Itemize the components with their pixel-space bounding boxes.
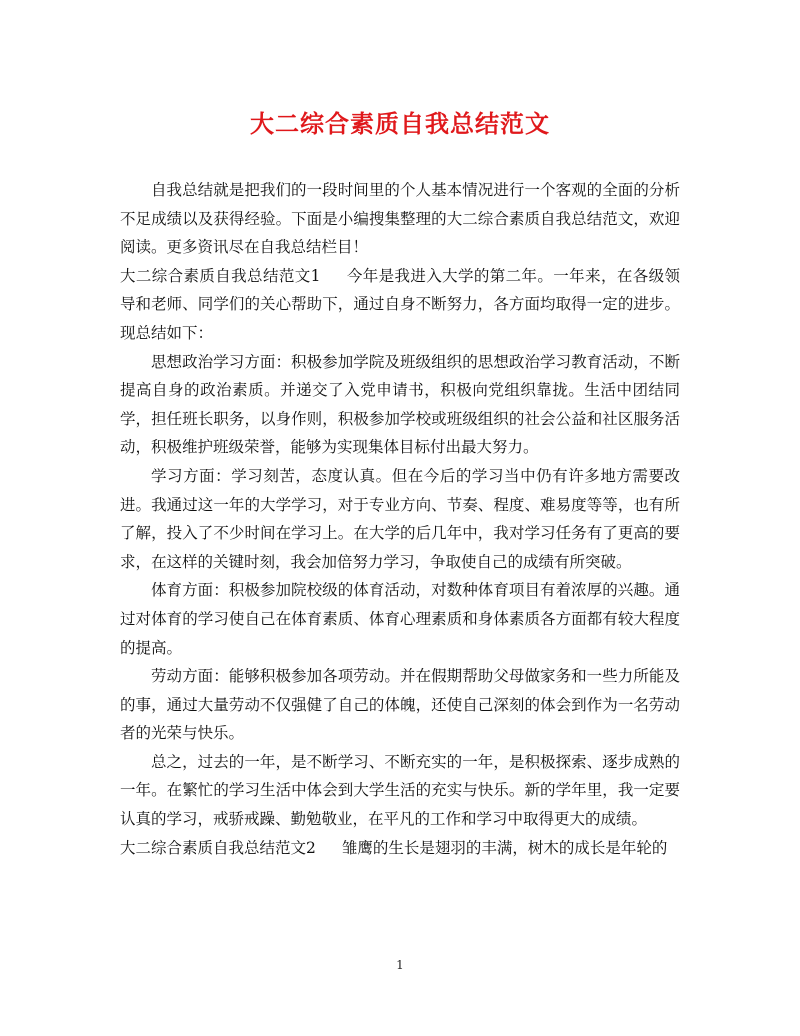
document-body — [120, 176, 680, 862]
section1-heading: 大二综合素质自我总结范文1 — [120, 266, 321, 285]
labor-paragraph: 劳动方面：能够积极参加各项劳动。并在假期帮助父母做家务和一些力所能及的事，通过大量劳动不仅强健了自己的体魄，还使自己深刻的体会到作为一名劳动者的光荣与快乐。 — [120, 667, 680, 743]
section1-lead: 今年是我进入大学的第二年。一年来，在各级领导和老师、同学们的关心帮助下，通过自身不断努力，各方面均取得一定的进步。现总结如下： — [120, 266, 680, 342]
section2-heading: 大二综合素质自我总结范文2 — [120, 838, 316, 857]
document-title: 大二综合素质自我总结范文 — [250, 109, 550, 138]
intro-paragraph: 自我总结就是把我们的一段时间里的个人基本情况进行一个客观的全面的分析不足成绩以及获得经验。下面是小编搜集整理的大二综合素质自我总结范文，欢迎阅读。更多资讯尽在自我总结栏目！ — [120, 181, 680, 257]
section2-lead: 雏鹰的生长是翅羽的丰满，树木的成长是年轮的 — [341, 838, 668, 857]
summary-paragraph: 总之，过去的一年，是不断学习、不断充实的一年，是积极探索、逐步成熟的一年。在繁忙的学习生活中体会到大学生活的充实与快乐。新的学年里，我一定要认真的学习，戒骄戒躁、勤勉敬业，在平凡的工作和学习中取得更大的成绩。 — [120, 752, 680, 829]
study-paragraph: 学习方面：学习刻苦，态度认真。但在今后的学习当中仍有许多地方需要改进。我通过这一年的大学学习，对于专业方向、节奏、程度、难易度等等，也有所了解，投入了不少时间在学习上。在大学的后几年中，我对学习任务有了更高的要求，在这样的关键时刻，我会加倍努力学习，争取使自己的成绩有所突破。 — [120, 466, 680, 571]
section2-paragraph — [120, 834, 680, 863]
page-number: 1 — [396, 958, 404, 972]
section1-paragraph — [120, 262, 680, 348]
sports-paragraph: 体育方面：积极参加院校级的体育活动，对数种体育项目有着浓厚的兴趣。通过对体育的学习使自己在体育素质、体育心理素质和身体素质各方面都有较大程度的提高。 — [120, 581, 680, 657]
politics-paragraph: 思想政治学习方面：积极参加学院及班级组织的思想政治学习教育活动，不断提高自身的政治素质。并递交了入党申请书，积极向党组织靠拢。生活中团结同学，担任班长职务，以身作则，积极参加学校或班级组织的社会公益和社区服务活动，积极维护班级荣誉，能够为实现集体目标付出最大努力。 — [120, 352, 680, 457]
